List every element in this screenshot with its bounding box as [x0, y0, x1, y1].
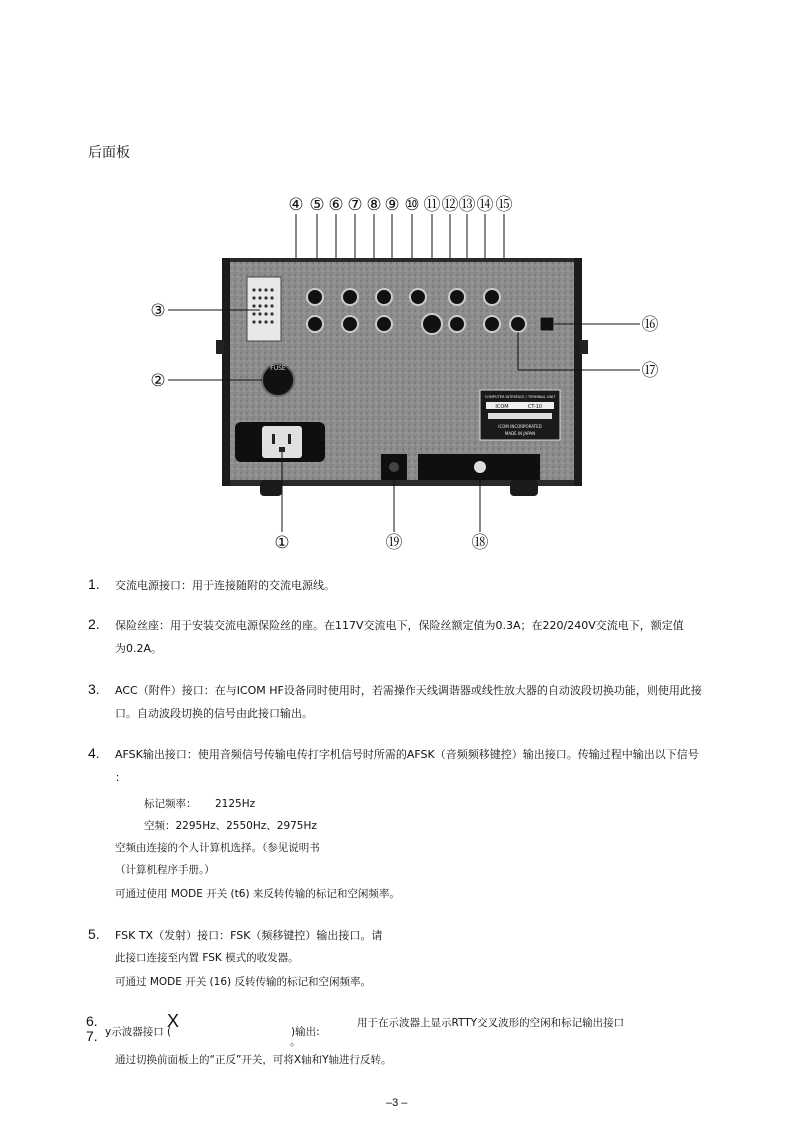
oscilloscope-y-label: y示波器接口 ( — [105, 1026, 172, 1038]
item-7-number: 7. — [86, 1028, 98, 1044]
invert-axes-line: 通过切换前面板上的“正反”开关，可将X轴和Y轴进行反转。 — [115, 1054, 392, 1066]
callout-6: ⑥ — [328, 195, 344, 215]
mark-frequency-value: 2125Hz — [215, 798, 256, 810]
section-title: 后面板 — [88, 145, 130, 161]
item-2-line2: 为0.2A。 — [115, 642, 163, 655]
output-dot: 。 — [290, 1036, 301, 1048]
space-frequency-line: 空频：2295Hz、2550Hz、2975Hz — [144, 820, 317, 832]
plate-line4: MADE IN JAPAN — [504, 431, 536, 436]
plate-brand: ICOM — [495, 404, 509, 410]
callout-19: ⑲ — [385, 533, 403, 550]
item-4-line1: AFSK输出接口：使用音频信号传输电传打字机信号时所需的AFSK（音频频移键控）输出接口。传输过程中输出以下信号 — [115, 748, 699, 761]
rear-panel-figure — [150, 190, 670, 550]
callout-17: ⑰ — [641, 361, 659, 381]
mark-frequency-label: 标记频率： — [144, 798, 197, 810]
item-1-text: 交流电源接口：用于连接随附的交流电源线。 — [115, 579, 335, 592]
callout-16: ⑯ — [641, 315, 659, 335]
callout-10: ⑩ — [404, 195, 420, 215]
callout-9: ⑨ — [384, 195, 400, 215]
item-3-line1: ACC（附件）接口：在与ICOM HF设备同时使用时，若需操作天线调谐器或线性放大器的自动波段切换功能，则使用此接 — [115, 684, 702, 697]
callout-12: ⑫ — [441, 195, 459, 215]
item-3-line2: 口。自动波段切换的信号由此接口输出。 — [115, 707, 313, 720]
callout-4: ④ — [288, 195, 304, 215]
item-4-mode-line: 可通过使用 MODE 开关 (t6) 来反转传输的标记和空闲频率。 — [115, 888, 400, 900]
plate-line3: ICOM INCORPORATED — [498, 424, 542, 429]
item-4-line2: ： — [115, 771, 126, 784]
item-1-number: 1. — [88, 576, 100, 592]
item-5-line3: 可通过 MODE 开关 (16) 反转传输的标记和空闲频率。 — [115, 976, 371, 988]
callout-8: ⑧ — [366, 195, 382, 215]
callout-18: ⑱ — [471, 533, 489, 550]
page-number: –3 – — [386, 1097, 408, 1109]
callout-14: ⑭ — [476, 195, 494, 215]
callout-11: ⑪ — [423, 195, 441, 215]
callout-5: ⑤ — [309, 195, 325, 215]
callout-13: ⑬ — [458, 195, 476, 215]
item-4-number: 4. — [88, 745, 100, 761]
item-2-line1: 保险丝座：用于安装交流电源保险丝的座。在117V交流电下，保险丝额定值为0.3A；在220/240V交流电下，额定值 — [115, 619, 684, 632]
item-5-line2: 此接口连接至内置 FSK 模式的收发器。 — [115, 952, 299, 964]
manual-reference-line: （计算机程序手册。） — [115, 864, 215, 876]
output-label: )输出: — [291, 1026, 320, 1038]
item-6-number: 6. — [86, 1013, 98, 1029]
plate-line1: COMPUTER INTERFACE / TERMINAL UNIT — [484, 395, 556, 399]
x-mark: X — [167, 1011, 180, 1031]
callout-7: ⑦ — [347, 195, 363, 215]
item-3-number: 3. — [88, 681, 100, 697]
space-select-line: 空频由连接的个人计算机选择。（参见说明书 — [115, 842, 320, 854]
callout-3: ③ — [150, 301, 166, 321]
item-5-line1: FSK TX（发射）接口：FSK（频移键控）输出接口。请 — [115, 929, 383, 942]
fuse-text: FUSE — [270, 365, 286, 372]
item-2-number: 2. — [88, 616, 100, 632]
callout-1: ① — [274, 533, 290, 550]
item-5-number: 5. — [88, 926, 100, 942]
callout-15: ⑮ — [495, 195, 513, 215]
callout-2: ② — [150, 371, 166, 391]
plate-model: CT-10 — [527, 404, 543, 410]
oscilloscope-description: 用于在示波器上显示RTTY交叉波形的空闲和标记输出接口 — [357, 1017, 625, 1029]
